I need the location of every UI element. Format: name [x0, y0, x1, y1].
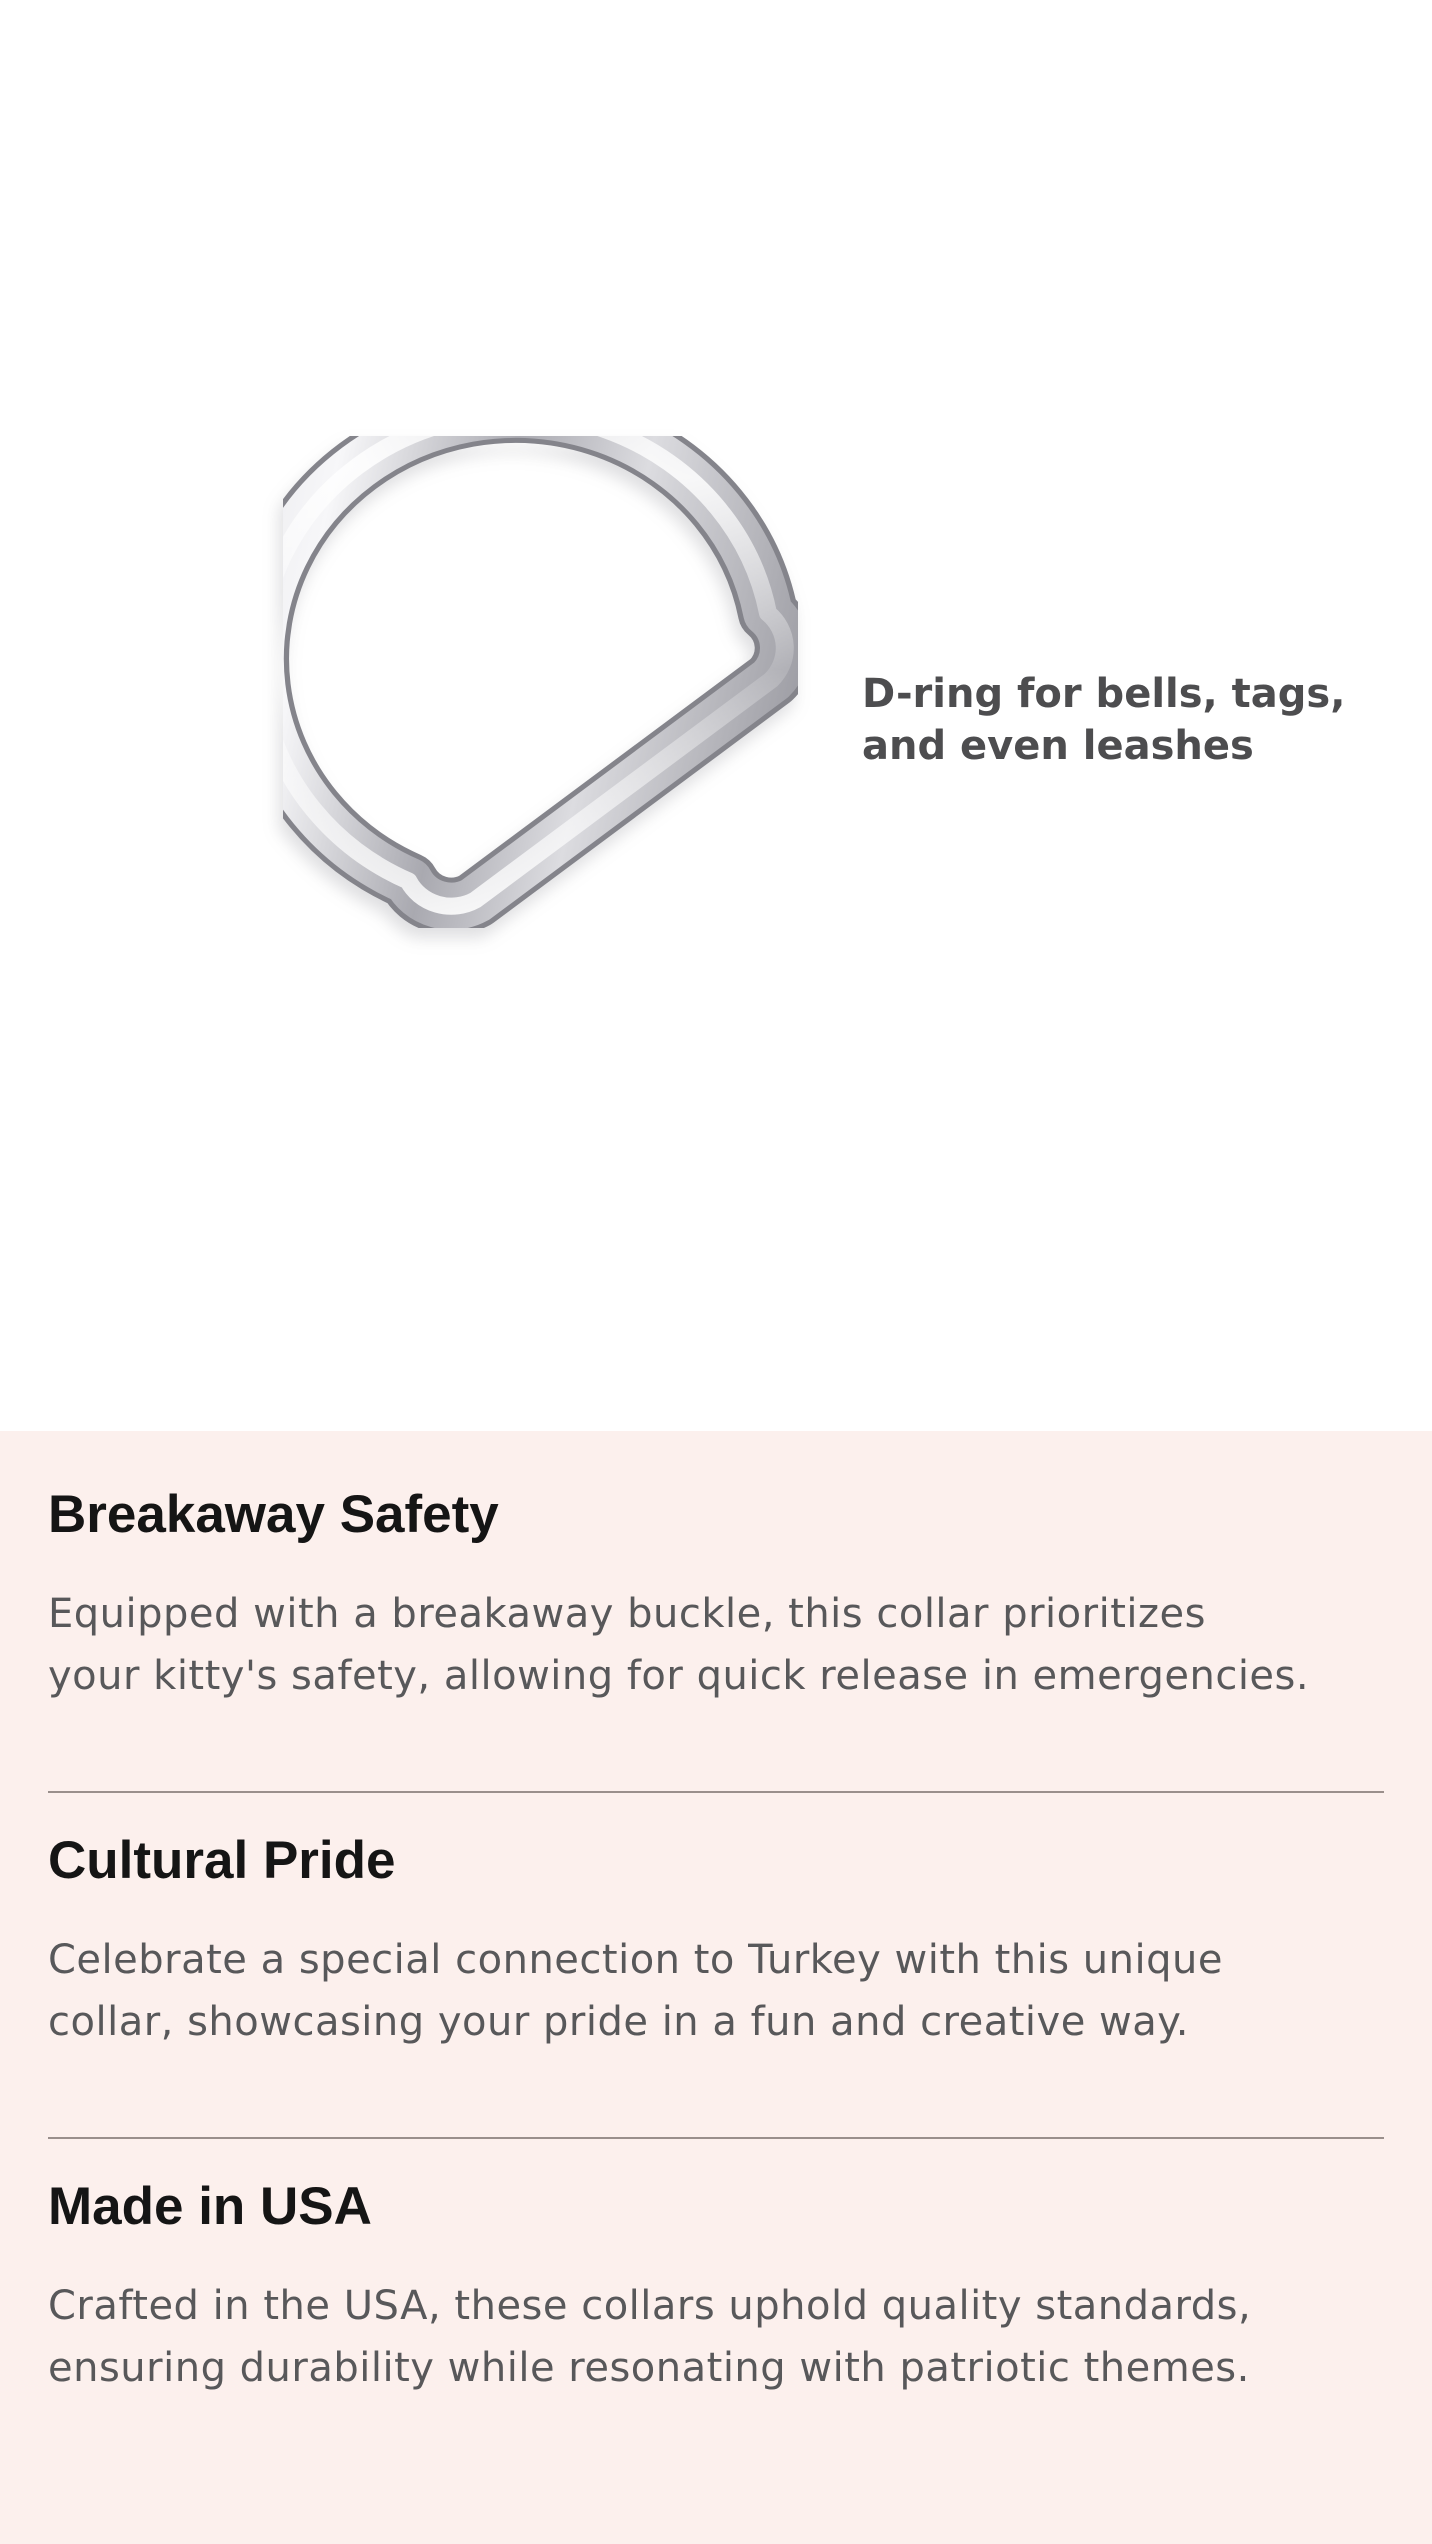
feature-description-line: collar, showcasing your pride in a fun and creative way. — [48, 1999, 1189, 2045]
feature-description-line: Crafted in the USA, these collars uphold quality standards, — [48, 2283, 1252, 2329]
feature-description — [48, 1583, 1384, 1707]
annotation-line-1: D-ring for bells, tags, — [862, 671, 1346, 717]
annotation-line-2: and even leashes — [862, 723, 1254, 769]
feature-description — [48, 2275, 1384, 2399]
d-ring-annotation — [862, 668, 1345, 772]
feature-block-breakaway-safety — [48, 1483, 1384, 1707]
feature-description-line: Celebrate a special connection to Turkey with this unique — [48, 1937, 1223, 1983]
feature-title: Cultural Pride — [48, 1831, 396, 1890]
feature-block-made-in-usa — [48, 2175, 1384, 2399]
feature-description-line: your kitty's safety, allowing for quick release in emergencies. — [48, 1653, 1310, 1699]
feature-title: Made in USA — [48, 2177, 372, 2236]
feature-block-cultural-pride — [48, 1829, 1384, 2053]
feature-title: Breakaway Safety — [48, 1485, 499, 1544]
features-section — [0, 1431, 1432, 2544]
feature-description-line: Equipped with a breakaway buckle, this collar prioritizes — [48, 1591, 1206, 1637]
feature-description-line: ensuring durability while resonating with patriotic themes. — [48, 2345, 1250, 2391]
d-ring-shape — [283, 436, 798, 928]
section-divider — [48, 2137, 1384, 2139]
section-divider — [48, 1791, 1384, 1793]
feature-description — [48, 1929, 1384, 2053]
d-ring-product-image — [283, 436, 798, 928]
